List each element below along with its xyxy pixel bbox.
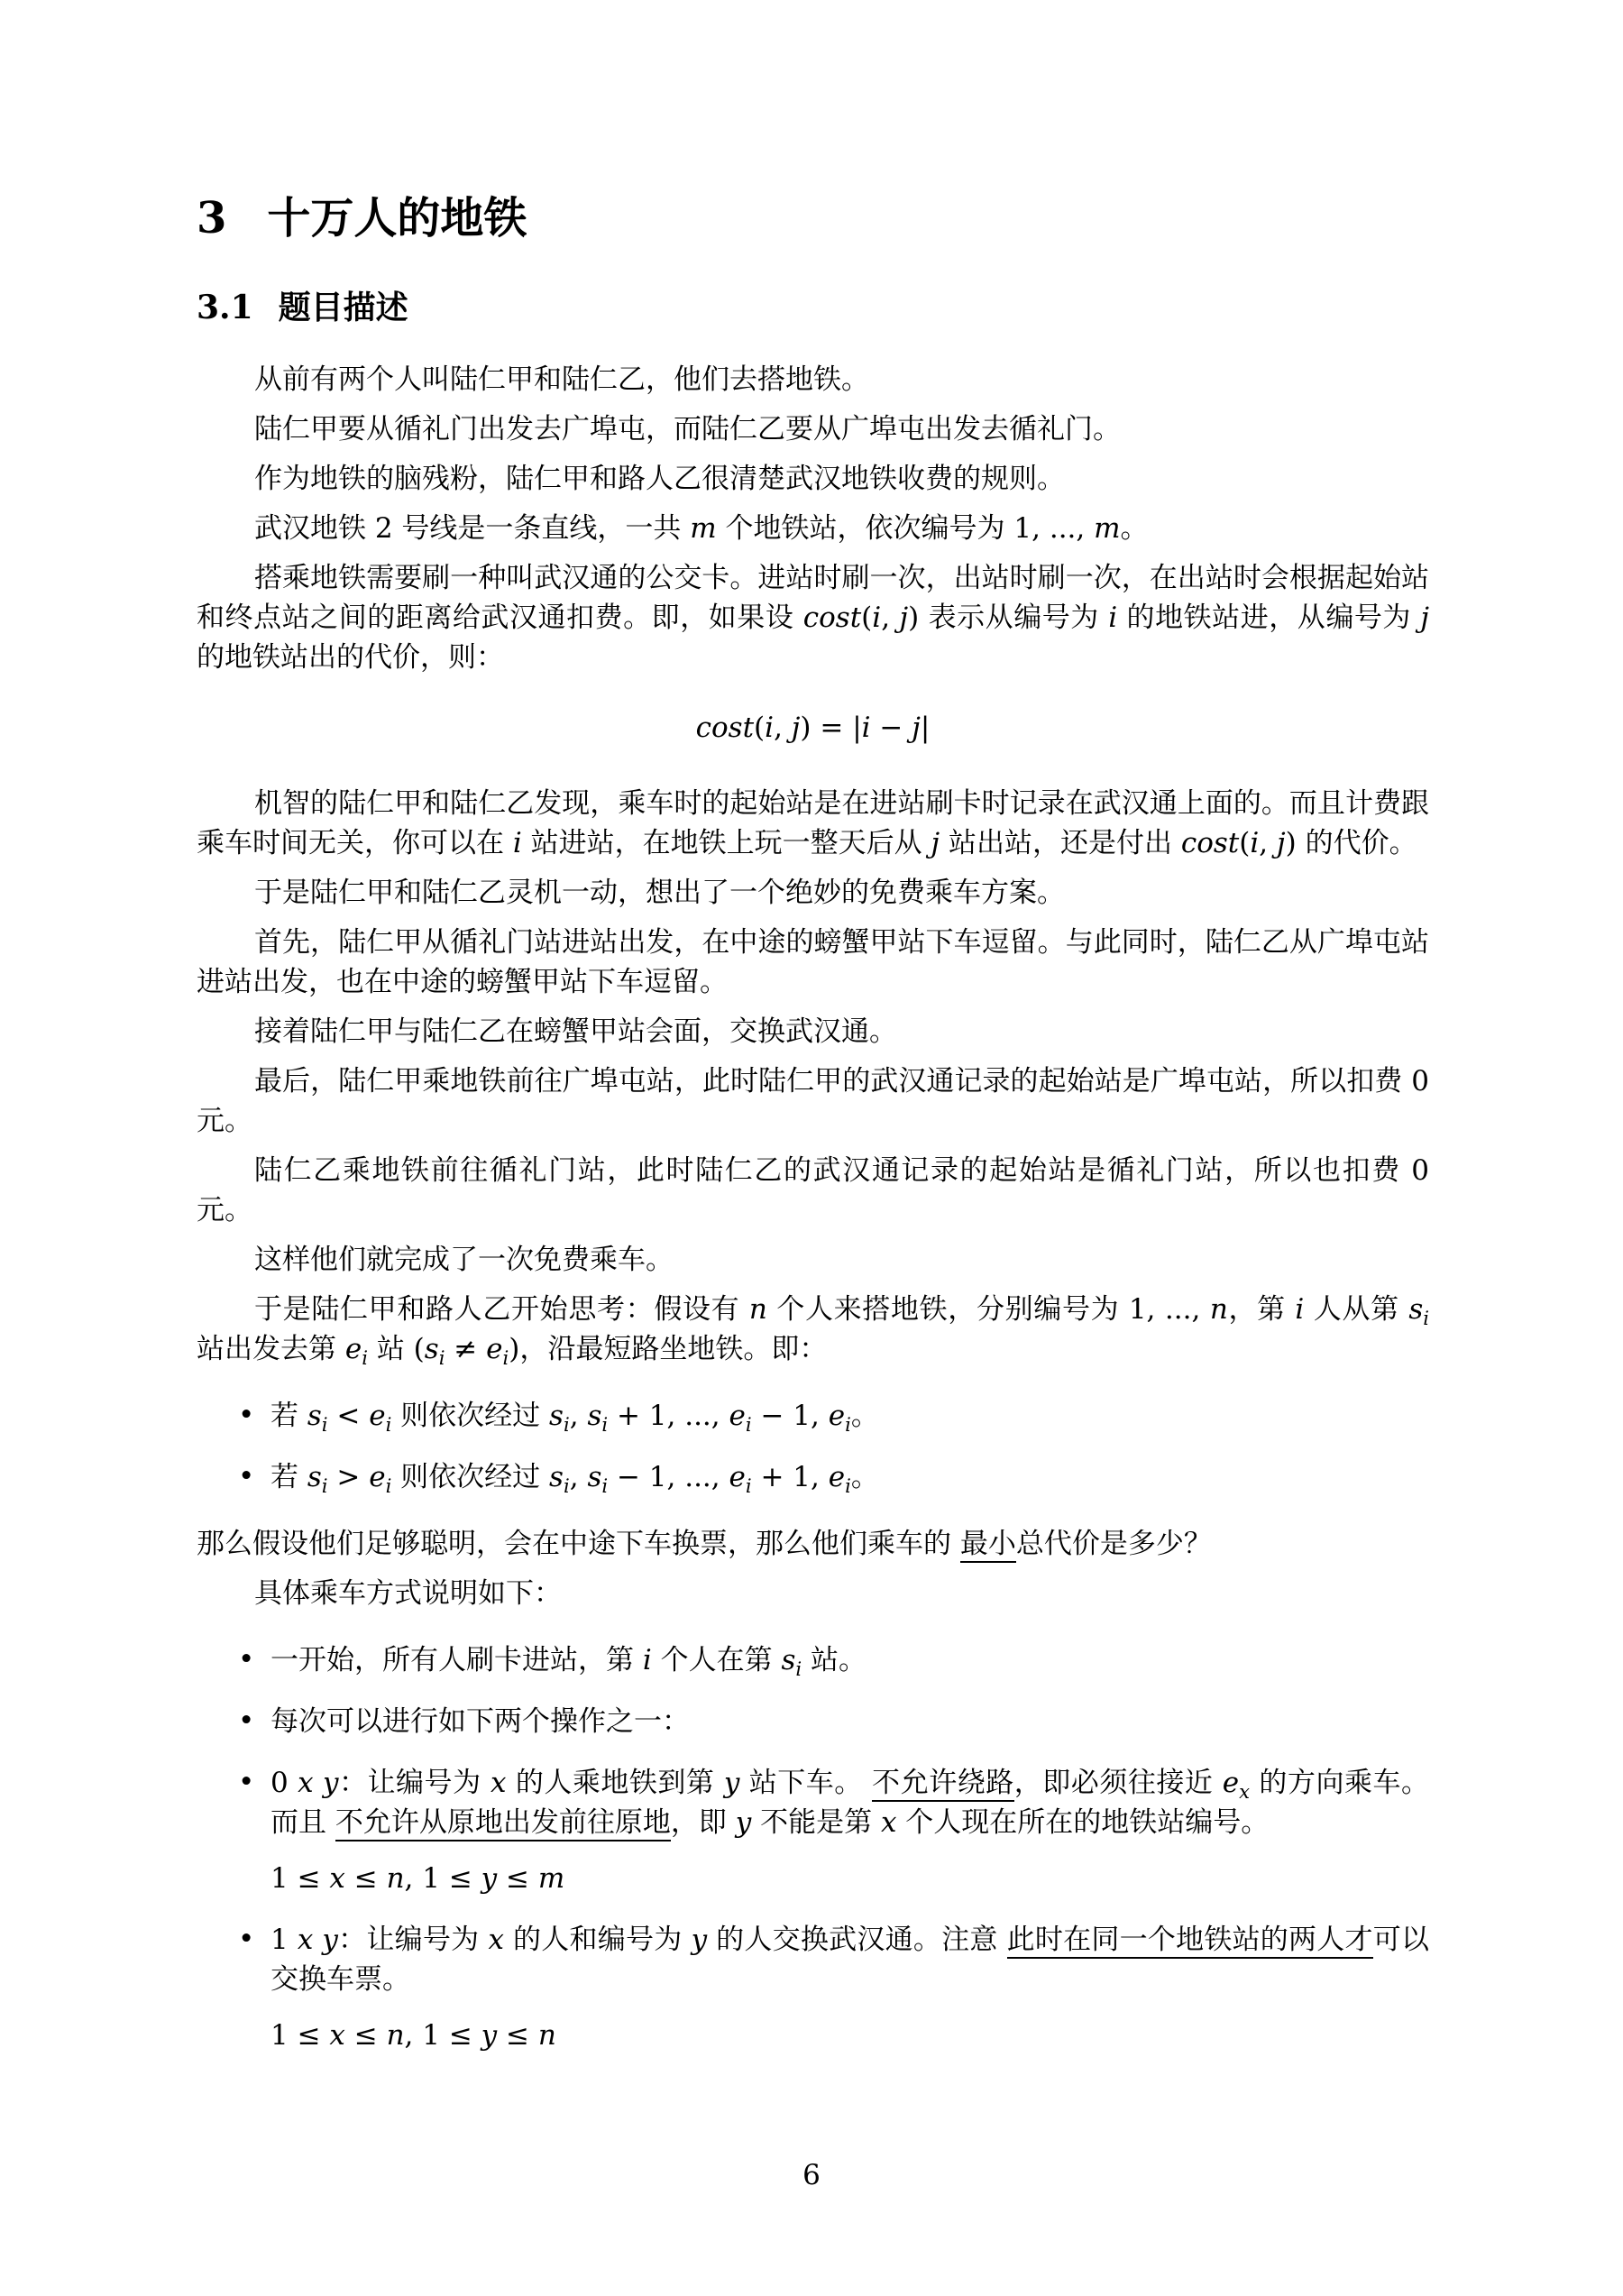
math-var: j: [791, 712, 801, 744]
math-var: i: [1108, 602, 1118, 634]
math-var: m: [1094, 512, 1121, 545]
subsection-title: 题目描述: [278, 289, 408, 326]
math-var: y: [723, 1767, 740, 1799]
math-var: cost: [695, 712, 755, 744]
constraint-line: 1 ≤ x ≤ n, 1 ≤ y ≤ m: [270, 1862, 565, 1895]
page-number: 6: [802, 2159, 821, 2191]
math-var: x: [297, 1924, 314, 1956]
para-card: 搭乘地铁需要刷一种叫武汉通的公交卡。进站时刷一次，出站时刷一次，在出站时会根据起始站和终点站之间的距离给武汉通扣费。即，如果设 cost(i, j) 表示从编号为 i 的地铁站进，从编号为 j 的地铁站出的代价，则：: [197, 562, 1429, 674]
math-var: i: [872, 602, 882, 634]
math-var: i: [1250, 827, 1260, 859]
math-var: $e_i$: [828, 1461, 851, 1498]
math-var: j: [1277, 827, 1286, 859]
math-var: y: [322, 1924, 338, 1956]
math-var: x: [490, 1767, 507, 1799]
document-body: [197, 360, 1429, 2055]
subsection-heading: [197, 289, 1429, 327]
subsection-number: 3.1: [197, 289, 253, 326]
math-var: $e_i$: [729, 1400, 752, 1437]
math-var: y: [481, 2019, 498, 2052]
math-var: n: [386, 1862, 405, 1895]
para-step3: 最后，陆仁甲乘地铁前往广埠屯站，此时陆仁甲的武汉通记录的起始站是广埠屯站，所以扣费 0 元。: [197, 1065, 1429, 1137]
math-var: $e_i$: [369, 1461, 392, 1498]
list-item: • 0 x y：让编号为 x 的人乘地铁到第 y 站下车。 不允许绕路，即必须往接近 $e_x$ 的方向乘车。而且 不允许从原地出发前往原地，即 y 不能是第 x 个人现在所在的地铁站编号。 1 ≤ x ≤ n, 1 ≤ y ≤ m: [270, 1763, 1429, 1898]
para-step1: 首先，陆仁甲从循礼门站进站出发，在中途的螃蟹甲站下车逗留。与此同时，陆仁乙从广埠屯站进站出发，也在中途的螃蟹甲站下车逗留。: [197, 926, 1429, 998]
para-step2: 接着陆仁甲与陆仁乙在螃蟹甲站会面，交换武汉通。: [254, 1015, 897, 1048]
section-title: 十万人的地铁: [267, 193, 527, 243]
underlined-text: 最小: [960, 1528, 1016, 1563]
constraint-line: 1 ≤ x ≤ n, 1 ≤ y ≤ n: [270, 2019, 556, 2052]
math-var: x: [488, 1924, 504, 1956]
math-var: $s_i$: [587, 1461, 609, 1498]
para-question: 那么假设他们足够聪明，会在中途下车换票，那么他们乘车的 最小总代价是多少？: [197, 1524, 1429, 1564]
math-var: n: [748, 1293, 767, 1326]
para-routes: 陆仁甲要从循礼门出发去广埠屯，而陆仁乙要从广埠屯出发去循礼门。: [254, 413, 1121, 445]
underlined-text: 不允许从原地出发前往原地: [335, 1806, 671, 1841]
math-var: $s_i$: [587, 1400, 609, 1437]
math-var: n: [537, 2019, 556, 2052]
math-var: $s_i$: [424, 1333, 445, 1370]
para-intro: 从前有两个人叫陆仁甲和陆仁乙，他们去搭地铁。: [254, 363, 869, 396]
math-var: cost: [802, 602, 862, 634]
math-var: $s_i$: [307, 1461, 328, 1498]
math-var: j: [1420, 602, 1429, 634]
page-footer: [0, 2155, 1623, 2195]
para-smart: 机智的陆仁甲和陆仁乙发现，乘车时的起始站是在进站刷卡时记录在武汉通上面的。而且计费跟乘车时间无关，你可以在 i 站进站，在地铁上玩一整天后从 j 站出站，还是付出 cost(i, j) 的代价。: [197, 787, 1429, 859]
math-var: x: [329, 1862, 345, 1895]
math-var: y: [481, 1862, 498, 1895]
math-var: $e_i$: [828, 1400, 851, 1437]
math-var: j: [912, 712, 921, 744]
math-var: x: [329, 2019, 345, 2052]
para-howto: 具体乘车方式说明如下：: [254, 1577, 562, 1610]
math-var: $e_i$: [729, 1461, 752, 1498]
underlined-text: 不允许绕路: [872, 1767, 1014, 1802]
para-line2: 武汉地铁 2 号线是一条直线，一共 m 个地铁站，依次编号为 1, ..., m。: [254, 512, 1149, 545]
list-item: • 若 $s_i < e_i$ 则依次经过 $s_i$, $s_i + 1$, ..., $e_i - 1$, $e_i$。: [270, 1396, 1429, 1436]
route-rules-list: [197, 1396, 1429, 1497]
math-var: $s_i$: [307, 1400, 328, 1437]
math-var: $s_i$: [1408, 1293, 1429, 1330]
math-var: i: [1295, 1293, 1305, 1326]
math-var: $s_i$: [549, 1461, 570, 1498]
math-var: y: [322, 1767, 339, 1799]
para-free: 这样他们就完成了一次免费乘车。: [254, 1244, 674, 1276]
operations-list: [197, 1640, 1429, 2055]
math-var: x: [298, 1767, 314, 1799]
section-heading: [197, 194, 1429, 243]
math-var: $s_i$: [781, 1644, 802, 1681]
underlined-text: 此时在同一个地铁站的两人才: [1007, 1924, 1373, 1959]
math-var: j: [931, 827, 940, 859]
math-var: x: [880, 1806, 897, 1839]
list-item: • 一开始，所有人刷卡进站，第 i 个人在第 $s_i$ 站。: [270, 1640, 1429, 1680]
math-var: i: [765, 712, 775, 744]
formula-cost: cost(i, j) = |i − j|: [695, 712, 931, 744]
list-item: • 若 $s_i > e_i$ 则依次经过 $s_i$, $s_i - 1$, ..., $e_i + 1$, $e_i$。: [270, 1457, 1429, 1497]
math-var: $e_i$: [486, 1333, 509, 1370]
math-var: y: [735, 1806, 752, 1839]
math-var: m: [537, 1862, 565, 1895]
math-var: m: [690, 512, 717, 545]
math-var: $e_i$: [369, 1400, 392, 1437]
para-think: 于是陆仁甲和路人乙开始思考：假设有 n 个人来搭地铁，分别编号为 1, ..., n，第 i 人从第 $s_i$ 站出发去第 $e_i$ 站 $(s_i \ne e_i)$，沿最短路坐地铁。即：: [197, 1293, 1429, 1370]
math-var: $s_i$: [549, 1400, 570, 1437]
para-fans: 作为地铁的脑残粉，陆仁甲和路人乙很清楚武汉地铁收费的规则。: [254, 463, 1065, 495]
math-var: i: [512, 827, 522, 859]
math-var: i: [861, 712, 871, 744]
math-var: n: [386, 2019, 405, 2052]
math-var: $e_i$: [344, 1333, 368, 1370]
math-var: $e_x$: [1222, 1767, 1251, 1804]
list-item: • 1 x y：让编号为 x 的人和编号为 y 的人交换武汉通。注意 此时在同一个地铁站的两人才可以交换车票。 1 ≤ x ≤ n, 1 ≤ y ≤ n: [270, 1920, 1429, 2055]
math-var: i: [642, 1644, 652, 1676]
section-number: 3: [197, 193, 227, 243]
math-var: j: [899, 602, 909, 634]
math-var: n: [1209, 1293, 1228, 1326]
list-item: • 每次可以进行如下两个操作之一：: [270, 1702, 1429, 1741]
math-var: cost: [1180, 827, 1240, 859]
para-step4: 陆仁乙乘地铁前往循礼门站，此时陆仁乙的武汉通记录的起始站是循礼门站，所以也扣费 0 元。: [197, 1154, 1429, 1226]
para-idea: 于是陆仁甲和陆仁乙灵机一动，想出了一个绝妙的免费乘车方案。: [254, 877, 1065, 909]
math-var: y: [691, 1924, 708, 1956]
